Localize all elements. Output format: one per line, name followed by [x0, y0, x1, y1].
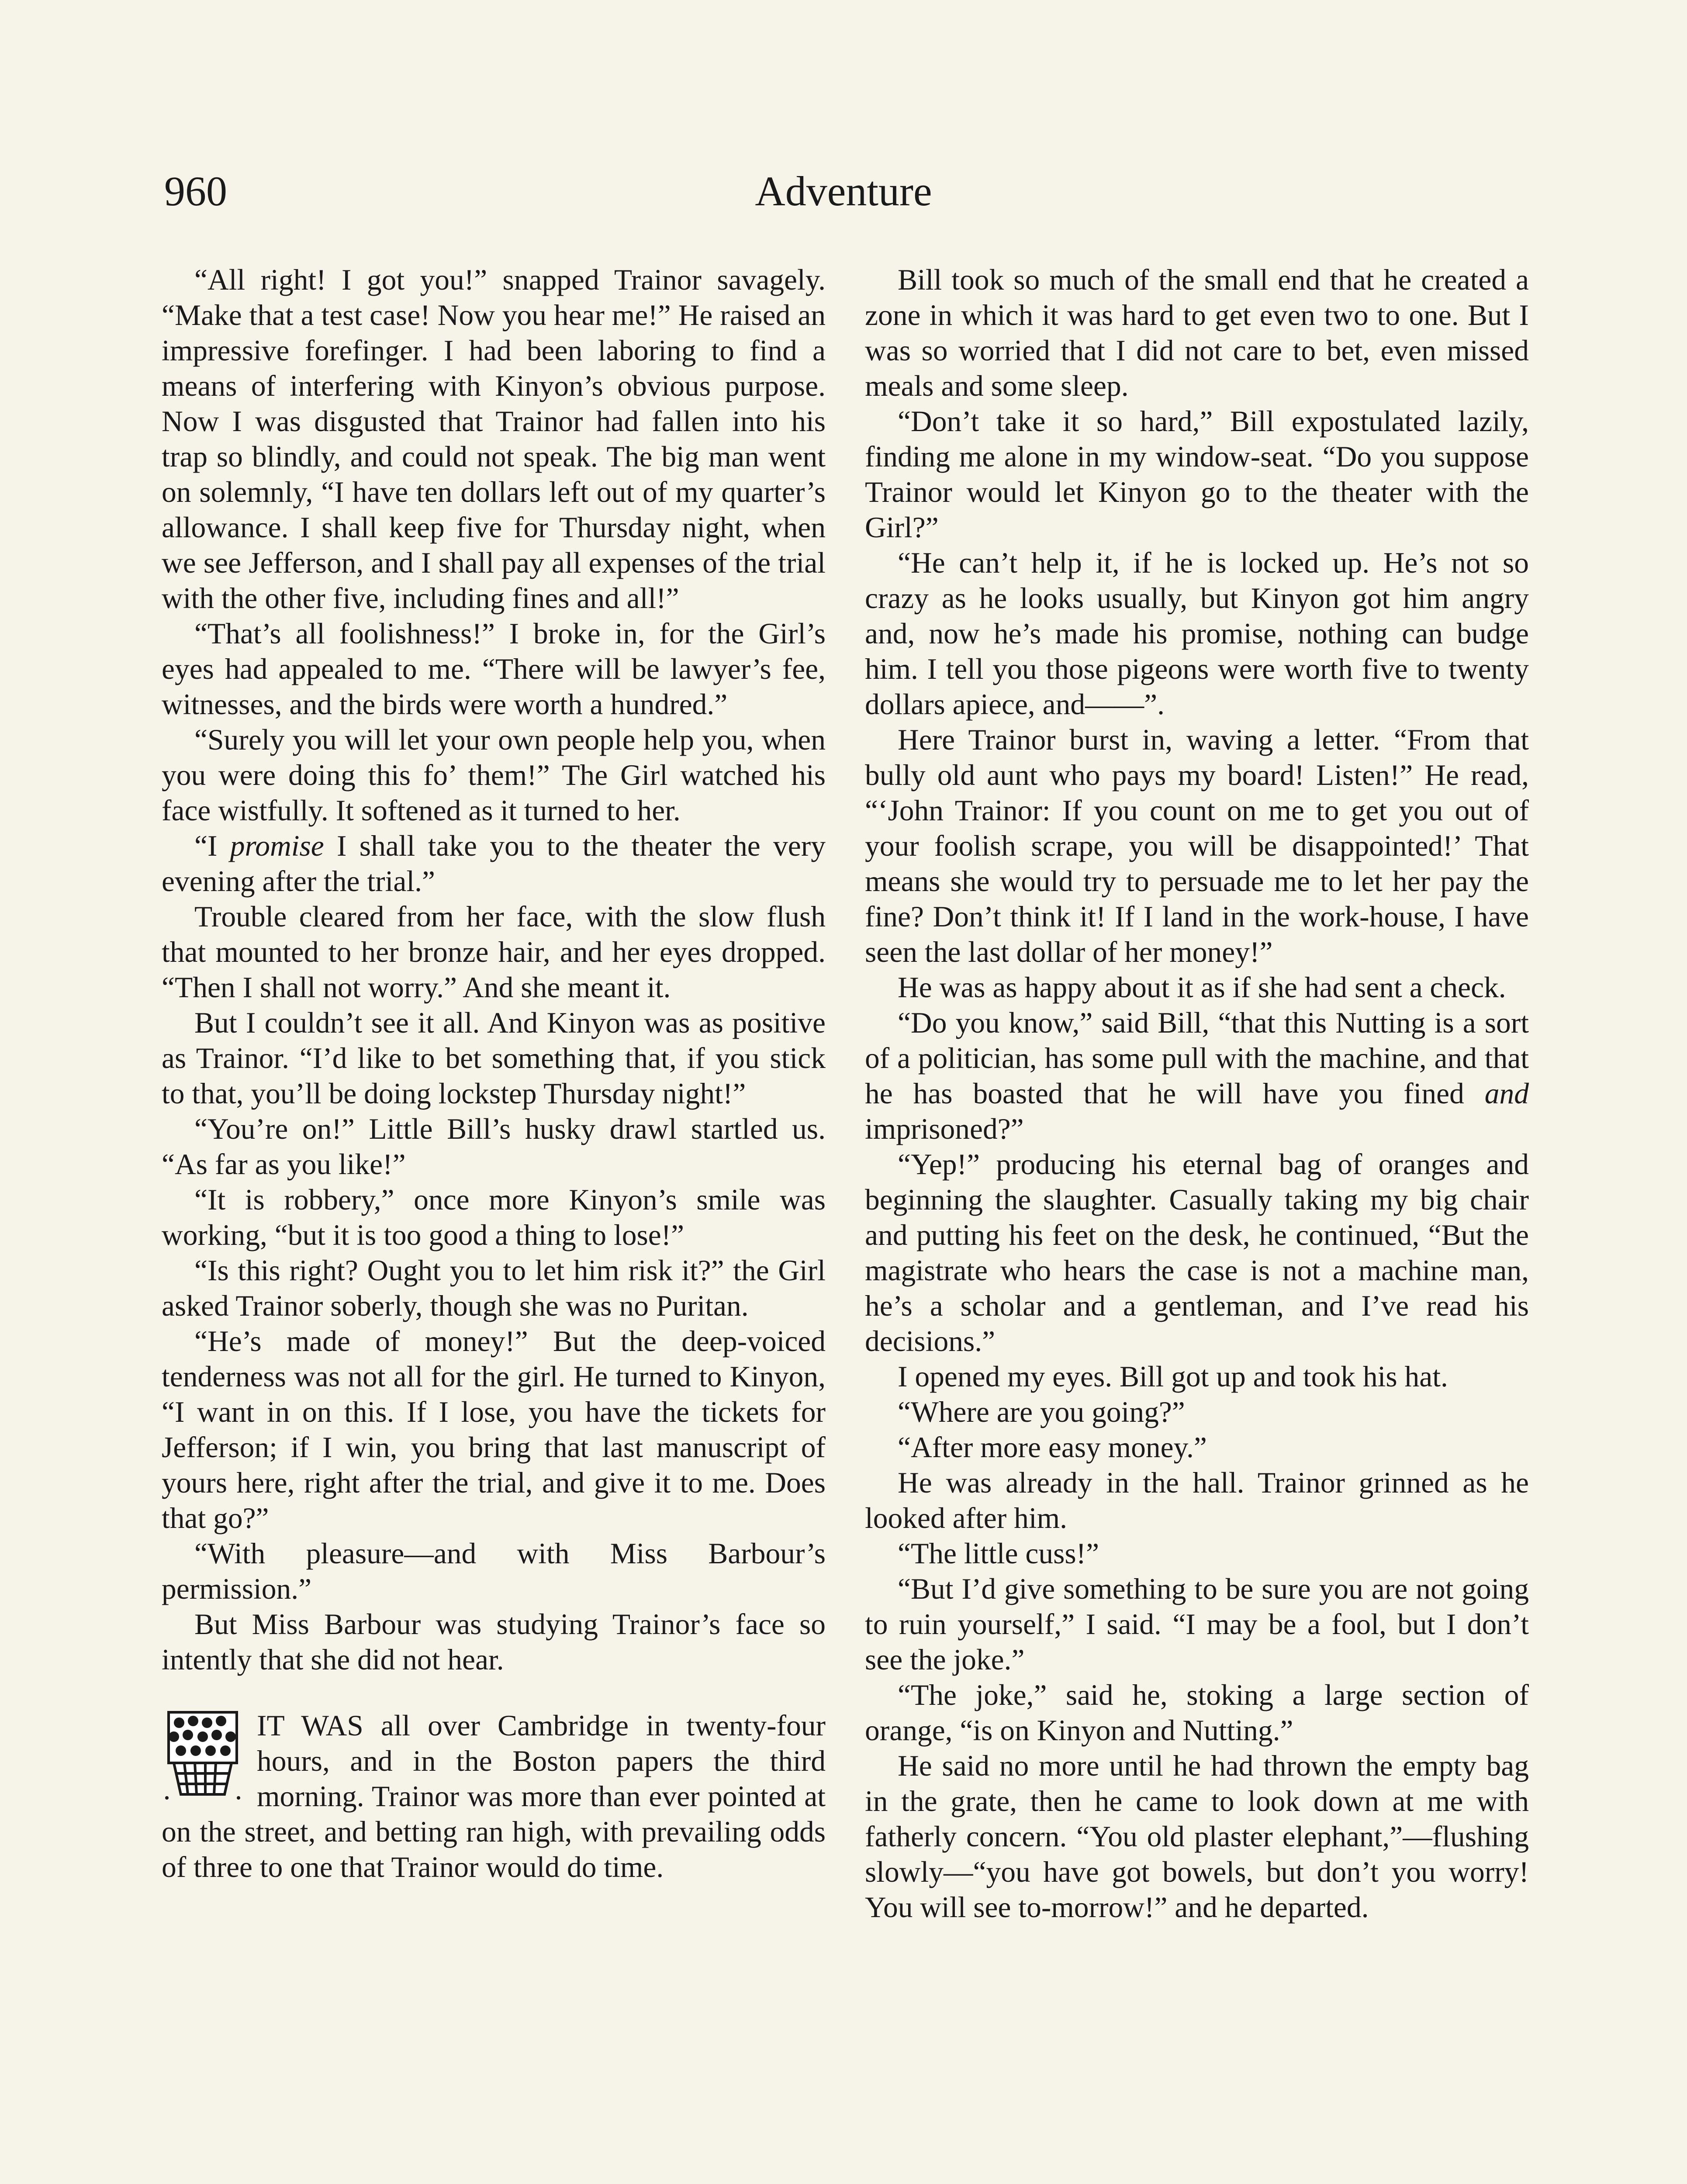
- paragraph: “Where are you going?”: [898, 1396, 1185, 1428]
- page-number: 960: [164, 168, 227, 214]
- paragraph: “The little cuss!”: [898, 1537, 1099, 1570]
- page-header: [164, 161, 1523, 222]
- paragraph: “You’re on!” Little Bill’s husky drawl startled us. “As far as you like!”: [162, 1113, 826, 1181]
- running-head: Adventure: [755, 168, 932, 214]
- paragraph-text: “I: [194, 829, 230, 862]
- paragraph: [162, 828, 826, 899]
- paragraph: “After more easy money.”: [898, 1431, 1207, 1464]
- paragraph: “With pleasure—and with Miss Barbour’s permission.”: [162, 1537, 826, 1605]
- paragraph-text: I shall take you to the theater the very evening after the trial.”: [162, 829, 826, 898]
- section-opening-paragraph: IT WAS all over Cambridge in twenty-four hours, and in the Boston papers the third morning. Trainor was more than ever pointed at on the street, and betting ran high, with prevailing odds of three to one that Trainor would do time.: [162, 1709, 826, 1883]
- paragraph: “That’s all foolishness!” I broke in, for the Girl’s eyes had appealed to me. “There will be lawyer’s fee, witnesses, and the birds were worth a hundred.”: [162, 617, 826, 721]
- paragraph: But Miss Barbour was studying Trainor’s face so intently that she did not hear.: [162, 1608, 826, 1676]
- paragraph: [865, 1005, 1529, 1147]
- paragraph: “Don’t take it so hard,” Bill expostulated lazily, finding me alone in my window-seat. “Do you suppose Trainor would let Kinyon go to the theater with the Girl?”: [865, 405, 1529, 544]
- paragraph-text: imprisoned?”: [865, 1113, 1024, 1145]
- section-break: [162, 1708, 826, 1885]
- paragraph: “It is robbery,” once more Kinyon’s smile was working, “but it is too good a thing to lose!”: [162, 1183, 826, 1251]
- paragraph: He was already in the hall. Trainor grinned as he looked after him.: [865, 1466, 1529, 1534]
- paragraph: Here Trainor burst in, waving a letter. “From that bully old aunt who pays my board! Listen!” He read, “‘John Trainor: If you count on me to get you out of your foolish scrape, you will be disappointed!’ That means she would try to persuade me to let her pay the fine? Don’t think it! If I land in the work-house, I have seen the last dollar of her money!”: [865, 723, 1529, 968]
- paragraph-text: “Do you know,” said Bill, “that this Nutting is a sort of a politician, has some pull with the machine, and that he has boasted that he will have you fined: [865, 1006, 1529, 1110]
- paragraph: “The joke,” said he, stoking a large section of orange, “is on Kinyon and Nutting.”: [865, 1679, 1529, 1747]
- paragraph: But I couldn’t see it all. And Kinyon was as positive as Trainor. “I’d like to bet something that, if you stick to that, you’ll be doing lockstep Thursday night!”: [162, 1006, 826, 1110]
- paragraph: He said no more until he had thrown the empty bag in the grate, then he came to look down at me with fatherly concern. “You old plaster elephant,”—flushing slowly—“you have got bowels, but don’t you worry! You will see to-morrow!” and he departed.: [865, 1749, 1529, 1924]
- paragraph: “He’s made of money!” But the deep-voiced tenderness was not all for the girl. He turned to Kinyon, “I want in on this. If I lose, you have the tickets for Jefferson; if I win, you bring that last manuscript of yours here, right after the trial, and give it to me. Does that go?”: [162, 1325, 826, 1534]
- paragraph: I opened my eyes. Bill got up and took his hat.: [898, 1360, 1448, 1393]
- paragraph: “Is this right? Ought you to let him risk it?” the Girl asked Trainor soberly, though she was no Puritan.: [162, 1254, 826, 1322]
- paragraph: He was as happy about it as if she had sent a check.: [898, 971, 1506, 1004]
- paragraph: “Surely you will let your own people help you, when you were doing this fo’ them!” The Girl watched his face wistfully. It softened as it turned to her.: [162, 723, 826, 827]
- left-column: [162, 262, 826, 1885]
- emphasis-text: and: [1484, 1077, 1529, 1110]
- paragraph: Trouble cleared from her face, with the slow flush that mounted to her bronze hair, and her eyes dropped. “Then I shall not worry.” And she meant it.: [162, 900, 826, 1004]
- ornamental-initial-basket-icon: [162, 1711, 244, 1802]
- paragraph: Bill took so much of the small end that he created a zone in which it was hard to get even two to one. But I was so worried that I did not care to bet, even missed meals and some sleep.: [865, 263, 1529, 402]
- paragraph: “But I’d give something to be sure you are not going to ruin yourself,” I said. “I may be a fool, but I don’t see the joke.”: [865, 1572, 1529, 1676]
- paragraph: “All right! I got you!” snapped Trainor savagely. “Make that a test case! Now you hear me!” He raised an impressive forefinger. I had been laboring to find a means of interfering with Kinyon’s obvious purpose. Now I was disgusted that Trainor had fallen into his trap so blindly, and could not speak. The big man went on solemnly, “I have ten dollars left out of my quarter’s allowance. I shall keep five for Thursday night, when we see Jefferson, and I shall pay all expenses of the trial with the other five, including fines and all!”: [162, 263, 826, 615]
- right-column: [865, 262, 1529, 1925]
- paragraph: “He can’t help it, if he is locked up. He’s not so crazy as he looks usually, but Kinyon got him angry and, now he’s made his promise, nothing can budge him. I tell you those pigeons were worth five to twenty dollars apiece, and——”.: [865, 546, 1529, 721]
- emphasis-text: promise: [230, 829, 324, 862]
- paragraph: “Yep!” producing his eternal bag of oranges and beginning the slaughter. Casually taking my big chair and putting his feet on the desk, he continued, “But the magistrate who hears the case is not a machine man, he’s a scholar and a gentleman, and I’ve read his decisions.”: [865, 1148, 1529, 1358]
